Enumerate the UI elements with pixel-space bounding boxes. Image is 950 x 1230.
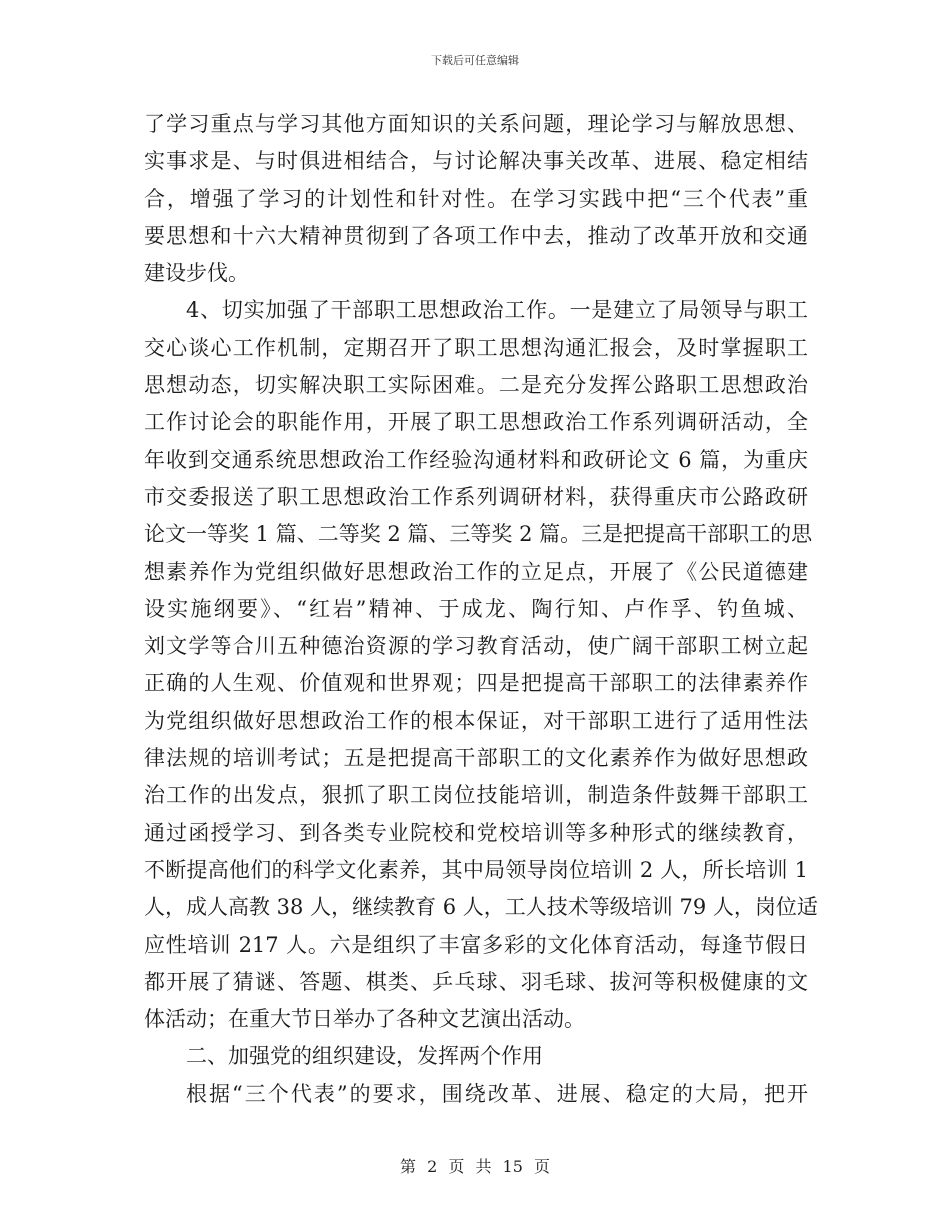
- text-line: 4、切实加强了干部职工思想政治工作。一是建立了局领导与职工: [186, 298, 808, 323]
- page-footer: 第 2 页 共 15 页: [400, 1157, 550, 1176]
- text-line: 正确的人生观、价值观和世界观；四是把提高干部职工的法律素养作: [144, 671, 808, 696]
- text-line: 建设步伐。: [144, 261, 249, 286]
- text-line: 了学习重点与学习其他方面知识的关系问题，理论学习与解放思想、: [144, 112, 808, 136]
- page-header: 下载后可任意编辑: [431, 54, 519, 67]
- text-line: 律法规的培训考试；五是把提高干部职工的文化素养作为做好思想政: [144, 746, 808, 771]
- text-line: 要思想和十六大精神贯彻到了各项工作中去，推动了改革开放和交通: [144, 223, 808, 248]
- text-line: 交心谈心工作机制，定期召开了职工思想沟通汇报会，及时掌握职工: [144, 335, 808, 360]
- text-line: 设实施纲要》、“红岩”精神、于成龙、陶行知、卢作孚、钓鱼城、: [144, 596, 808, 621]
- text-line: 论文一等奖 1 篇、二等奖 2 篇、三等奖 2 篇。三是把提高干部职工的思: [144, 522, 813, 547]
- text-line: 不断提高他们的科学文化素养，其中局领导岗位培训 2 人，所长培训 1: [144, 857, 808, 882]
- text-line: 治工作的出发点，狠抓了职工岗位技能培训，制造条件鼓舞干部职工: [144, 783, 808, 808]
- text-line: 二、加强党的组织建设，发挥两个作用: [186, 1044, 543, 1069]
- text-line: 体活动；在重大节日举办了各种文艺演出活动。: [144, 1007, 585, 1032]
- text-line: 根据“三个代表”的要求，围绕改革、进展、稳定的大局，把开: [186, 1081, 808, 1106]
- text-line: 年收到交通系统思想政治工作经验沟通材料和政研论文 6 篇，为重庆: [144, 447, 808, 472]
- text-line: 都开展了猜谜、答题、棋类、乒乓球、羽毛球、拔河等积极健康的文: [144, 969, 808, 994]
- text-line: 合，增强了学习的计划性和针对性。在学习实践中把“三个代表”重: [144, 186, 808, 211]
- text-line: 实事求是、与时俱进相结合，与讨论解决事关改革、进展、稳定相结: [144, 149, 808, 174]
- text-line: 刘文学等合川五种德治资源的学习教育活动，使广阔干部职工树立起: [144, 634, 808, 659]
- document-body: [144, 106, 818, 1113]
- text-line: 工作讨论会的职能作用，开展了职工思想政治工作系列调研活动，全: [144, 410, 808, 435]
- text-line: 应性培训 217 人。六是组织了丰富多彩的文化体育活动，每逢节假日: [144, 932, 808, 957]
- text-line: 想素养作为党组织做好思想政治工作的立足点，开展了《公民道德建: [144, 559, 808, 584]
- text-line: 市交委报送了职工思想政治工作系列调研材料，获得重庆市公路政研: [144, 484, 808, 509]
- text-line: 为党组织做好思想政治工作的根本保证，对干部职工进行了适用性法: [144, 708, 808, 733]
- text-line: 思想动态，切实解决职工实际困难。二是充分发挥公路职工思想政治: [144, 373, 808, 398]
- text-line: 通过函授学习、到各类专业院校和党校培训等多种形式的继续教育，: [144, 820, 808, 845]
- text-line: 人，成人高教 38 人，继续教育 6 人，工人技术等级培训 79 人，岗位适: [144, 895, 818, 920]
